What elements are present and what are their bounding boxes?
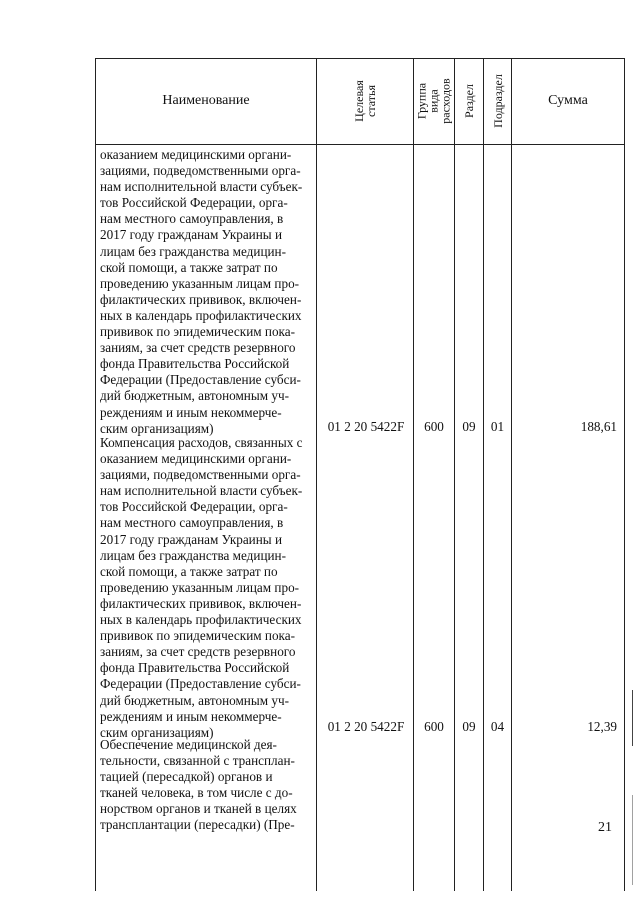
- row-3-name: Обеспечение медицинской дея- тельности, связанной с трансплан- тацией (пересадкой) органов и тканей человека, в том числе с до- норством органов и тканей в целях трансплантации (пересадки) (Пре-: [100, 737, 297, 833]
- margin-scan-mark: [632, 690, 633, 746]
- column-divider-group: [413, 58, 414, 891]
- header-section: [455, 58, 483, 144]
- table-border-right: [624, 58, 625, 891]
- margin-scan-mark: [632, 795, 633, 885]
- header-section-text: Раздел: [462, 84, 477, 118]
- header-subsection-text: Подраздел: [490, 74, 505, 128]
- header-expense-group-text: Группа вида расходов: [415, 78, 453, 124]
- row-2-code: 01 2 20 5422F: [327, 719, 405, 734]
- header-target-article: [317, 58, 413, 144]
- header-expense-group: [414, 58, 454, 144]
- row-1-code: 01 2 20 5422F: [327, 419, 405, 434]
- row-2-subsection: 04: [490, 719, 505, 734]
- header-subsection: [484, 58, 511, 144]
- row-2-group: 600: [424, 719, 444, 734]
- header-target-article-text: Целевая статья: [352, 80, 378, 122]
- row-2-section: 09: [462, 719, 476, 734]
- row-1-subsection: 01: [490, 419, 505, 434]
- column-divider-section: [454, 58, 455, 891]
- row-1-section: 09: [462, 419, 476, 434]
- row-1-amount: 188,61: [580, 419, 617, 434]
- row-2-amount: 12,39: [587, 719, 617, 734]
- row-1-group: 600: [424, 419, 444, 434]
- header-amount: Сумма: [548, 93, 588, 108]
- row-1-name: оказанием медицинскими органи- зациями, подведомственными орга- нам исполнительной власти субъек- тов Российской Федерации, орга- нам местного самоуправления, в 2017 году гражданам Украины и лицам без гражданства медицин- ской помощи, а также затрат по проведению указанным лицам про- филактических прививок, включен- ных в календарь профилактических прививок по эпидемическим пока- заниям, за счет средств резервного фонда Правительства Российской Федерации (Предоставление субси- дий бюджетным, автономным уч- реждениям и иным некоммерче- ским организациям): [100, 147, 303, 436]
- column-divider-amount: [511, 58, 512, 891]
- row-2-name: Компенсация расходов, связанных с оказанием медицинскими органи- зациями, подведомственными орга- нам исполнительной власти субъек- тов Российской Федерации, орга- нам местного самоуправления, в 2017 году гражданам Украины и лицам без гражданства медицин- ской помощи, а также затрат по проведению указанным лицам про- филактических прививок, включен- ных в календарь профилактических прививок по эпидемическим пока- заниям, за счет средств резервного фонда Правительства Российской Федерации (Предоставление субси- дий бюджетным, автономным уч- реждениям и иным некоммерче- ским организациям): [100, 435, 303, 740]
- column-divider-subsection: [483, 58, 484, 891]
- table-border-left: [95, 58, 96, 891]
- column-divider-code: [316, 58, 317, 891]
- header-name: Наименование: [162, 93, 250, 108]
- page-number: 21: [598, 820, 612, 835]
- header-bottom-border: [95, 144, 625, 145]
